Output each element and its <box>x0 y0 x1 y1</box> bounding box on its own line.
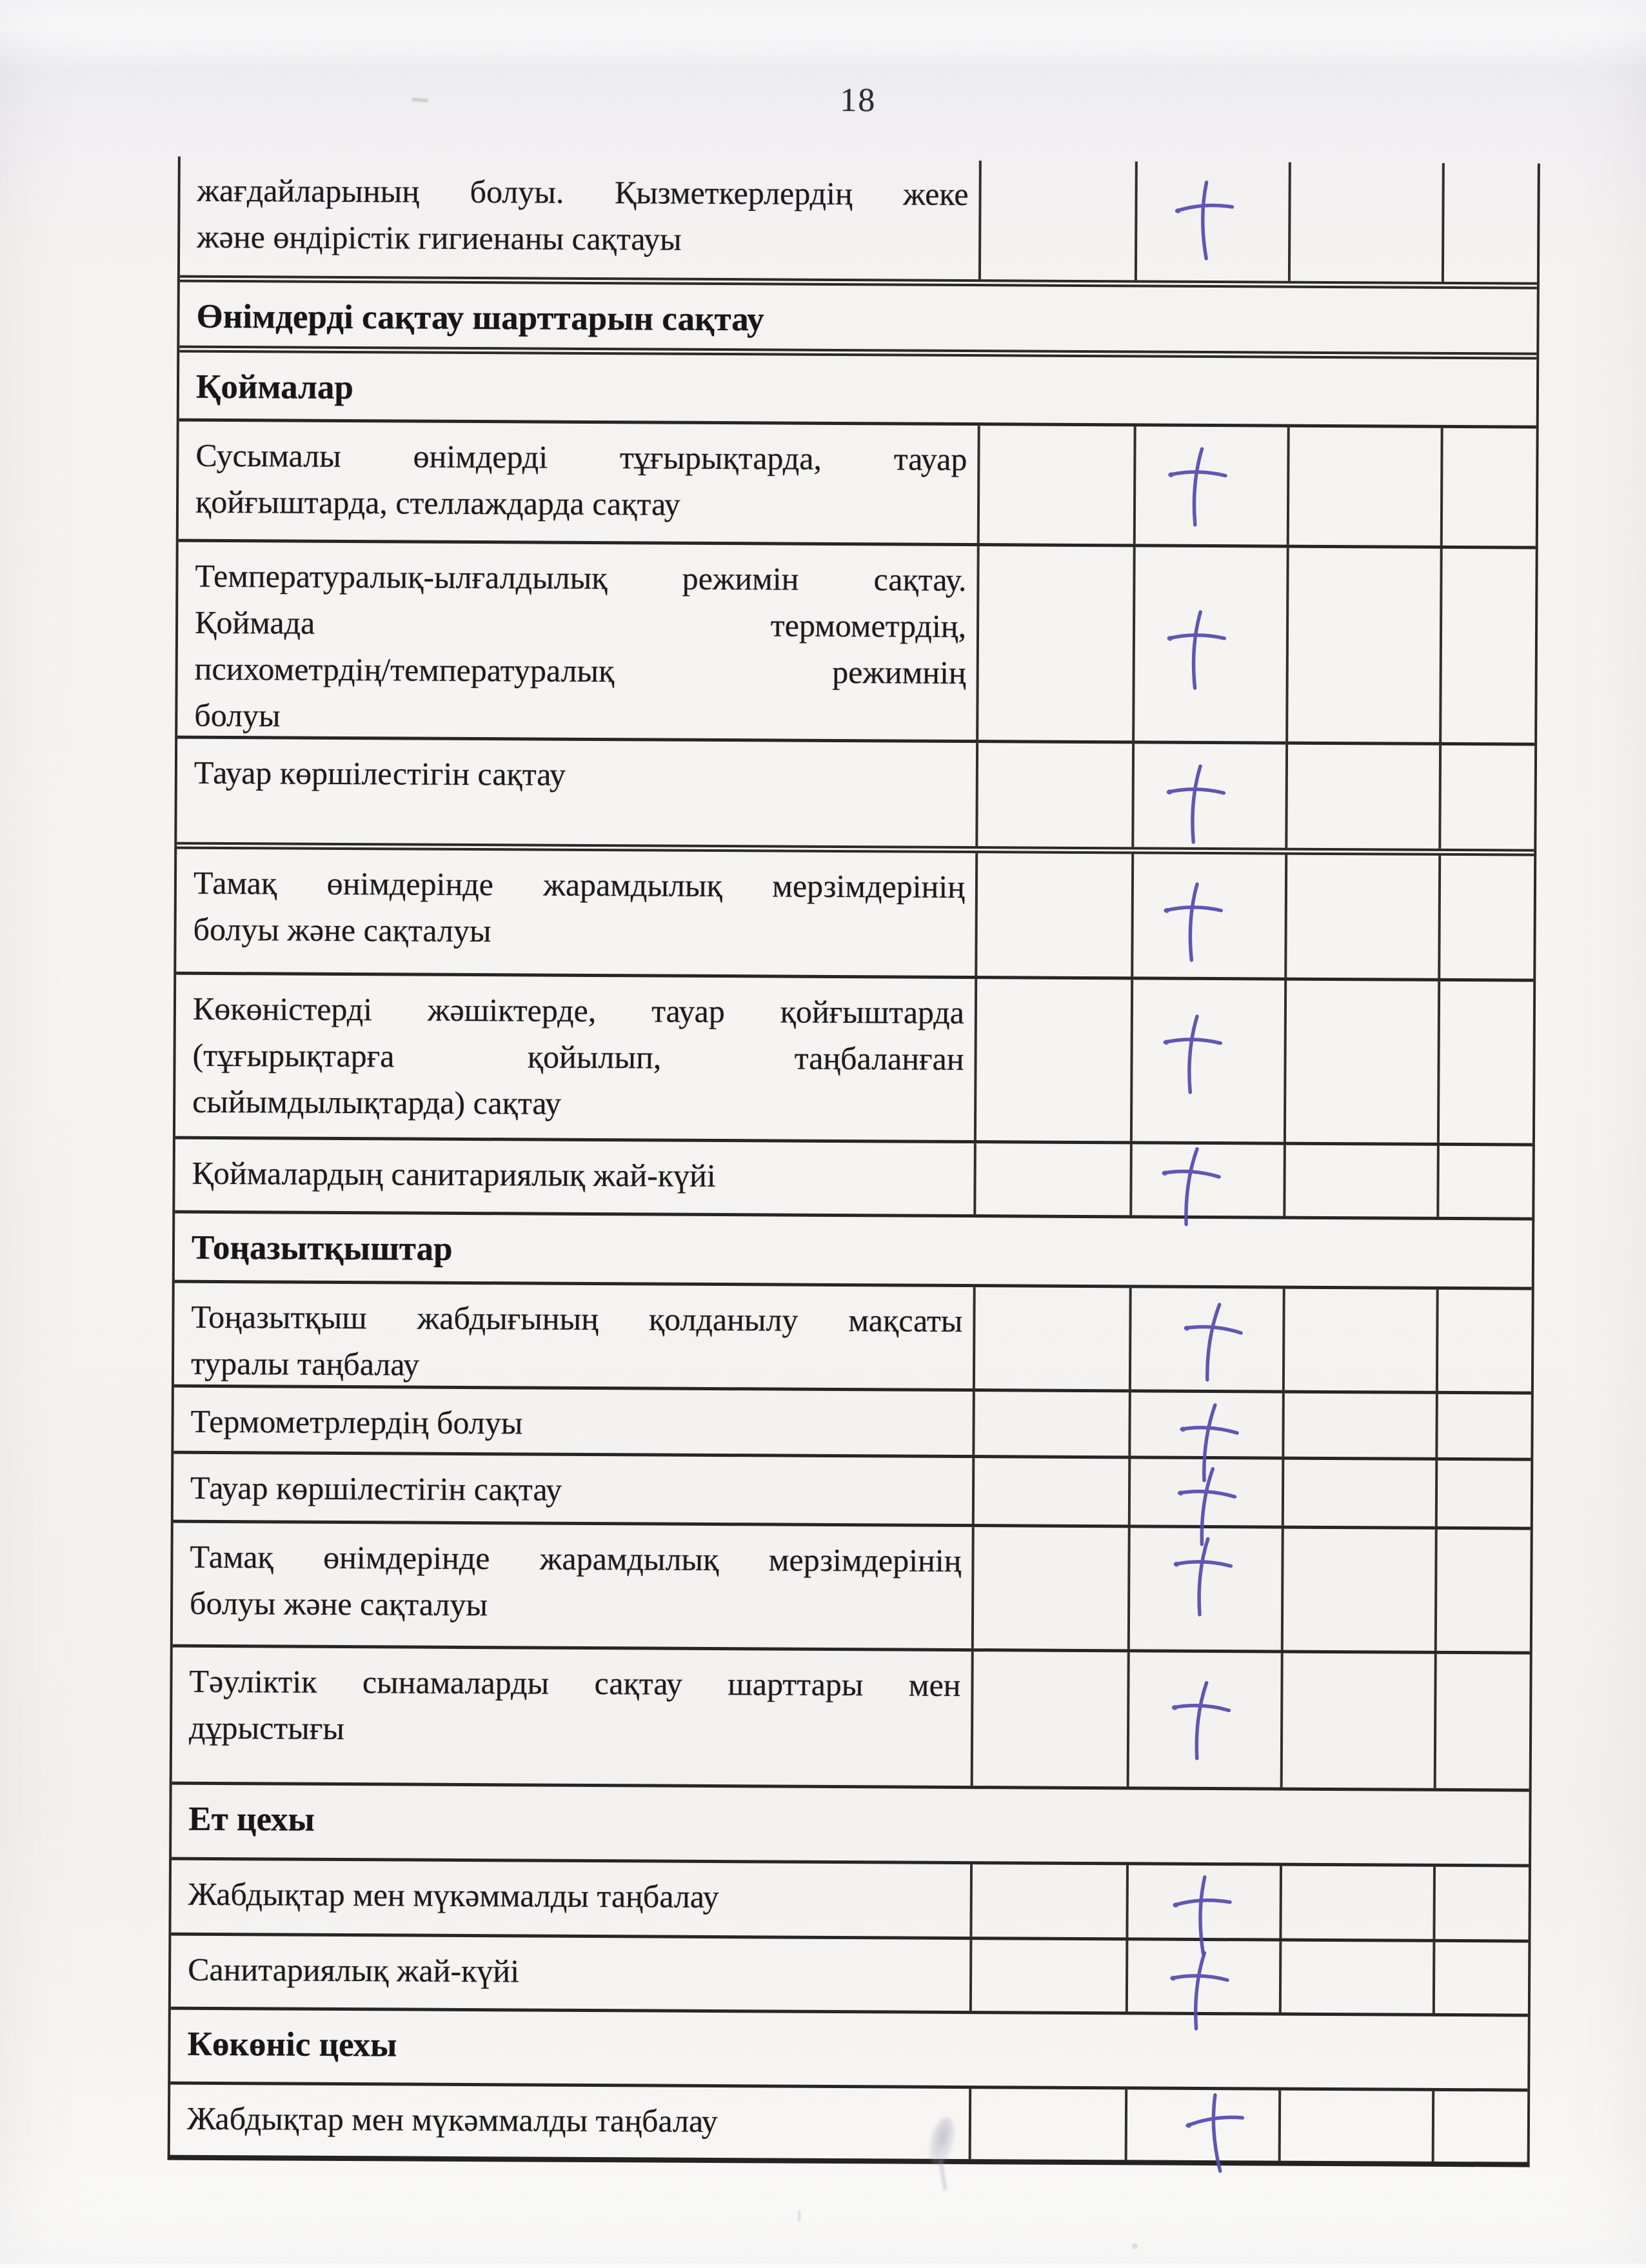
checkmark-ink <box>1158 1011 1225 1098</box>
ink-smudge-tail <box>939 2161 947 2191</box>
mark-cell-col-d <box>1439 549 1536 745</box>
mark-cell-col-a <box>972 1458 1129 1524</box>
section-label: Өнімдерді сақтау шарттарын сақтау <box>196 297 764 339</box>
mark-cell-col-a <box>977 426 1134 544</box>
mark-cell-col-c <box>1279 1942 1433 2013</box>
criterion-text-cell <box>177 542 977 742</box>
mark-cell-col-a <box>971 1652 1127 1786</box>
mark-cell-col-a <box>969 2089 1125 2160</box>
section-row <box>179 282 1537 360</box>
mark-cell-col-b <box>1131 854 1285 977</box>
section-row <box>175 1214 1532 1290</box>
criterion-text-cell <box>180 157 979 279</box>
mark-cell-col-d <box>1435 1461 1531 1527</box>
mark-cell-col-b <box>1125 2089 1279 2160</box>
mark-cell-col-b <box>1132 547 1287 744</box>
mark-cell-col-c <box>1285 548 1440 745</box>
criterion-text-line: Тауар көршілестігін сақтау <box>193 754 566 793</box>
mark-cell-col-b <box>1127 1652 1281 1787</box>
criterion-text-line: қойғыштарда, стеллаждарда сақтау <box>195 483 680 522</box>
mark-cell-col-d <box>1436 1290 1532 1394</box>
table <box>168 157 1540 2167</box>
mark-cell-col-c <box>1287 428 1441 546</box>
criterion-text-line: болуы <box>194 696 281 734</box>
mark-cell-col-a <box>975 743 1132 847</box>
criterion-text-line: Қоймада термометрдің, <box>194 604 967 645</box>
table-row <box>174 1454 1531 1530</box>
mark-cell-col-a <box>973 1287 1129 1391</box>
checkmark-ink <box>1159 880 1225 965</box>
mark-cell-col-c <box>1281 1529 1435 1651</box>
checkmark-ink <box>1161 761 1229 847</box>
criterion-text-line: жағдайларының болуы. Қызметкерлердің жеке <box>197 172 969 213</box>
mark-cell-col-c <box>1288 163 1442 282</box>
section-cell <box>179 282 1536 346</box>
scan-speck <box>411 97 428 102</box>
mark-cell-col-b <box>1125 1865 1280 1938</box>
mark-cell-col-c <box>1280 1653 1434 1788</box>
criterion-text-cell <box>171 1860 970 1937</box>
mark-cell-col-b <box>1127 1528 1282 1650</box>
checkmark-ink <box>1163 444 1231 530</box>
mark-cell-col-d <box>1435 1394 1531 1458</box>
section-row <box>170 2010 1528 2092</box>
mark-cell-col-d <box>1438 856 1534 979</box>
table-row <box>177 542 1536 746</box>
mark-cell-col-d <box>1433 1867 1529 1940</box>
mark-cell-col-a <box>969 1864 1126 1937</box>
criterion-text-cell <box>172 1648 971 1786</box>
criterion-text-line: Сусымалы өнімдерді тұғырықтарда, тауар <box>195 437 967 478</box>
section-cell <box>179 353 1536 417</box>
section-cell <box>172 1785 1529 1849</box>
checkmark-ink <box>1162 607 1229 693</box>
mark-cell-col-c <box>1282 1394 1436 1457</box>
checkmark-ink <box>1164 1676 1234 1764</box>
mark-cell-col-b <box>1128 1392 1282 1456</box>
table-row <box>173 1523 1531 1655</box>
criterion-text-line: және өндірістік гигиенаны сақтауы <box>197 218 682 257</box>
criterion-text-line: болуы және сақталуы <box>193 911 491 949</box>
criterion-text-cell <box>177 739 976 846</box>
section-row <box>179 353 1537 429</box>
checkmark-ink <box>1167 1533 1236 1621</box>
section-cell <box>170 2010 1527 2074</box>
criterion-text-line: Тауар көршілестігін сақтау <box>190 1469 562 1508</box>
criterion-text-cell <box>173 1523 972 1648</box>
mark-cell-col-d <box>1442 163 1538 282</box>
criterion-text-cell <box>176 849 975 976</box>
section-label: Тоңазытқыштар <box>191 1228 453 1268</box>
mark-cell-col-b <box>1125 1940 1280 2012</box>
mark-cell-col-d <box>1440 428 1536 546</box>
section-cell <box>175 1214 1532 1277</box>
section-label: Қоймалар <box>195 368 354 407</box>
table-row <box>179 422 1536 549</box>
mark-cell-col-d <box>1432 2091 1528 2162</box>
mark-cell-col-d <box>1438 745 1534 849</box>
criterion-text-line: Көкөністерді жәшіктерде, тауар қойғыштарда <box>192 990 965 1031</box>
checkmark-ink <box>1154 1142 1226 1232</box>
table-row <box>176 849 1534 982</box>
mark-cell-col-c <box>1282 1289 1436 1393</box>
table-row <box>177 739 1534 856</box>
criterion-text-line: Қоймалардың санитариялық жай-күйі <box>192 1154 716 1194</box>
criterion-text-cell <box>174 1454 973 1524</box>
mark-cell-col-d <box>1434 1654 1530 1789</box>
criterion-text-cell <box>175 975 975 1140</box>
scan-speck <box>1132 2243 1138 2249</box>
criterion-text-line: психометрдің/температуралық режимнің <box>194 650 966 691</box>
mark-cell-col-a <box>976 546 1133 743</box>
page-number: 18 <box>840 81 877 119</box>
table-row <box>175 975 1533 1147</box>
mark-cell-col-a <box>971 1527 1128 1649</box>
table-row <box>180 157 1538 290</box>
mark-cell-col-c <box>1285 745 1439 849</box>
mark-cell-col-d <box>1433 1942 1529 2014</box>
criterion-text-cell <box>174 1283 973 1390</box>
table-row <box>174 1388 1531 1461</box>
mark-cell-col-d <box>1434 1530 1531 1652</box>
mark-cell-col-d <box>1436 1146 1532 1218</box>
mark-cell-col-b <box>1135 161 1289 281</box>
criterion-text-line: Санитариялық жай-күйі <box>188 1951 520 1989</box>
section-label: Көкөніс цехы <box>187 2025 397 2064</box>
mark-cell-col-a <box>969 1940 1126 2011</box>
table-row <box>172 1648 1530 1792</box>
table-row <box>171 1936 1529 2017</box>
checkmark-ink <box>1179 2088 1253 2179</box>
criterion-text-line: сыйымдылықтарда) сақтау <box>192 1083 562 1121</box>
section-label: Ет цехы <box>188 1800 315 1839</box>
table-row <box>175 1139 1532 1221</box>
criterion-text-line: туралы таңбалау <box>190 1345 420 1383</box>
criterion-text-line: Тоңазытқыш жабдығының қолданылу мақсаты <box>191 1298 963 1339</box>
criterion-text-line: болуы және сақталуы <box>189 1584 488 1623</box>
mark-cell-col-b <box>1130 980 1284 1141</box>
criterion-text-line: Температуралық-ылғалдылық режимін сақтау. <box>195 557 967 598</box>
mark-cell-col-c <box>1283 1145 1437 1217</box>
criterion-text-line: Термометрлердің болуы <box>190 1403 523 1441</box>
mark-cell-col-d <box>1437 981 1533 1143</box>
mark-cell-col-c <box>1284 981 1438 1143</box>
mark-cell-col-b <box>1129 1144 1284 1216</box>
mark-cell-col-a <box>975 853 1131 976</box>
criterion-text-line: (тұғырықтарға қойылып, таңбаланған <box>192 1036 964 1078</box>
mark-cell-col-a <box>973 1143 1130 1215</box>
criterion-text-line: Тәуліктік сынамаларды сақтау шарттары мен <box>189 1662 961 1704</box>
checkmark-ink <box>1170 177 1238 264</box>
mark-cell-col-c <box>1279 1866 1433 1939</box>
mark-cell-col-c <box>1282 1460 1436 1526</box>
table-row <box>170 2085 1528 2162</box>
criterion-text-cell <box>171 1936 970 2011</box>
mark-cell-col-a <box>972 1392 1129 1455</box>
mark-cell-col-b <box>1133 426 1287 544</box>
criterion-text-line: Жабдықтар мен мүкәммалды таңбалау <box>186 2100 718 2140</box>
criterion-text-line: дұрыстығы <box>188 1709 345 1747</box>
criterion-text-cell <box>175 1139 974 1214</box>
criterion-text-line: Жабдықтар мен мүкәммалды таңбалау <box>188 1875 719 1915</box>
section-row <box>172 1785 1529 1868</box>
mark-cell-col-c <box>1284 855 1438 978</box>
criterion-text-line: Тамақ өнімдерінде жарамдылық мерзімдерінің <box>190 1538 962 1579</box>
criterion-text-cell <box>174 1388 972 1455</box>
checkmark-ink <box>1175 1297 1248 1387</box>
mark-cell-col-b <box>1131 744 1285 847</box>
mark-cell-col-a <box>974 979 1131 1141</box>
mark-cell-col-b <box>1128 1459 1282 1525</box>
table-row <box>174 1283 1532 1395</box>
criterion-text-cell <box>170 2085 969 2159</box>
mark-cell-col-c <box>1278 2091 1433 2162</box>
criterion-text-line: Тамақ өнімдерінде жарамдылық мерзімдерінің <box>193 864 966 905</box>
criterion-text-cell <box>179 422 978 543</box>
mark-cell-col-b <box>1129 1288 1283 1392</box>
mark-cell-col-a <box>978 161 1135 280</box>
scan-speck <box>798 2211 800 2222</box>
table-row <box>171 1860 1529 1943</box>
